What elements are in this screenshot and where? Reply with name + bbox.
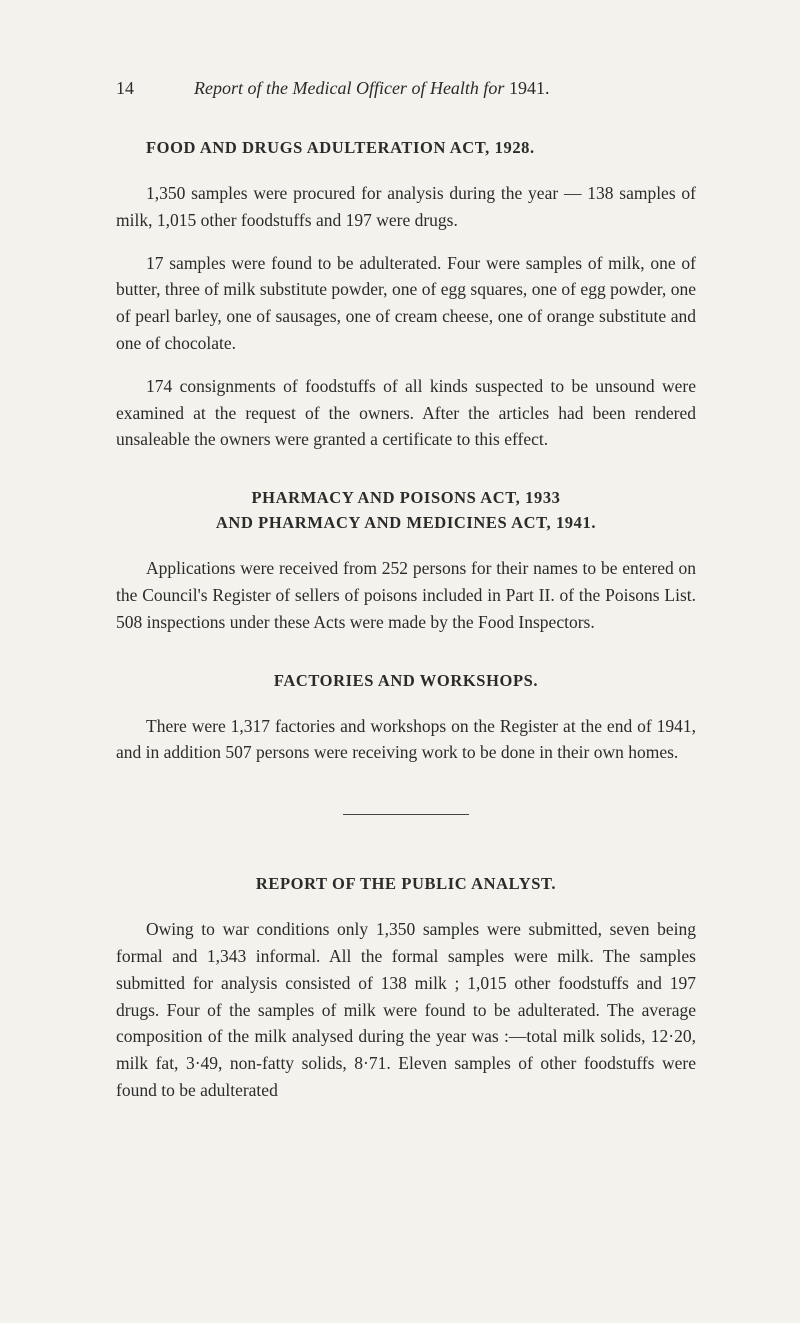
page-number: 14: [116, 78, 134, 98]
food-paragraph-3: 174 consignments of foodstuffs of all kinds suspected to be unsound were examined at the request of the owners. After the articles had been rendered unsaleable the owners were granted a certificate to this effect.: [116, 375, 696, 450]
analyst-heading: REPORT OF THE PUBLIC ANALYST.: [255, 874, 557, 894]
food-paragraph-1: 1,350 samples were procured for analysis during the year — 138 samples of milk, 1,015 other foodstuffs and 197 were drugs.: [116, 183, 696, 230]
factories-paragraph-1: There were 1,317 factories and workshops on the Register at the end of 1941, and in addition 507 persons were receiving work to be done in their own homes.: [116, 715, 696, 763]
pharmacy-heading-line-1: PHARMACY AND POISONS ACT, 1933: [251, 488, 561, 508]
pharmacy-heading-line-2: AND PHARMACY AND MEDICINES ACT, 1941.: [215, 513, 597, 533]
document-page: [116, 78, 696, 1104]
factories-heading: FACTORIES AND WORKSHOPS.: [273, 670, 539, 690]
report-year: 1941.: [508, 78, 550, 98]
section-divider: [343, 814, 469, 815]
analyst-paragraph-1: Owing to war conditions only 1,350 samples were submitted, seven being formal and 1,343 informal. All the formal samples were milk. The samples submitted for analysis consisted of 138 milk ; 1,015 other foodstuffs and 197 drugs. Four of the samples of milk were found to be adulterated. The average composition of the milk analysed during the year was :—total milk solids, 12·20, milk fat, 3·49, non-fatty solids, 8·71. Eleven samples of other foodstuffs were found to be adulterated: [116, 919, 696, 1100]
pharmacy-paragraph-1: Applications were received from 252 persons for their names to be entered on the Council's Register of sellers of poisons included in Part II. of the Poisons List. 508 inspections under these Acts were made by the Food Inspectors.: [116, 558, 696, 632]
food-drugs-heading: FOOD AND DRUGS ADULTERATION ACT, 1928.: [146, 138, 535, 157]
food-paragraph-2: 17 samples were found to be adulterated. Four were samples of milk, one of butter, three of milk substitute powder, one of egg squares, one of egg powder, one of pearl barley, one of sausages, one of cream cheese, one of orange substitute and one of chocolate.: [116, 252, 696, 353]
running-head: [116, 78, 696, 99]
report-title: Report of the Medical Officer of Health for: [194, 78, 505, 98]
